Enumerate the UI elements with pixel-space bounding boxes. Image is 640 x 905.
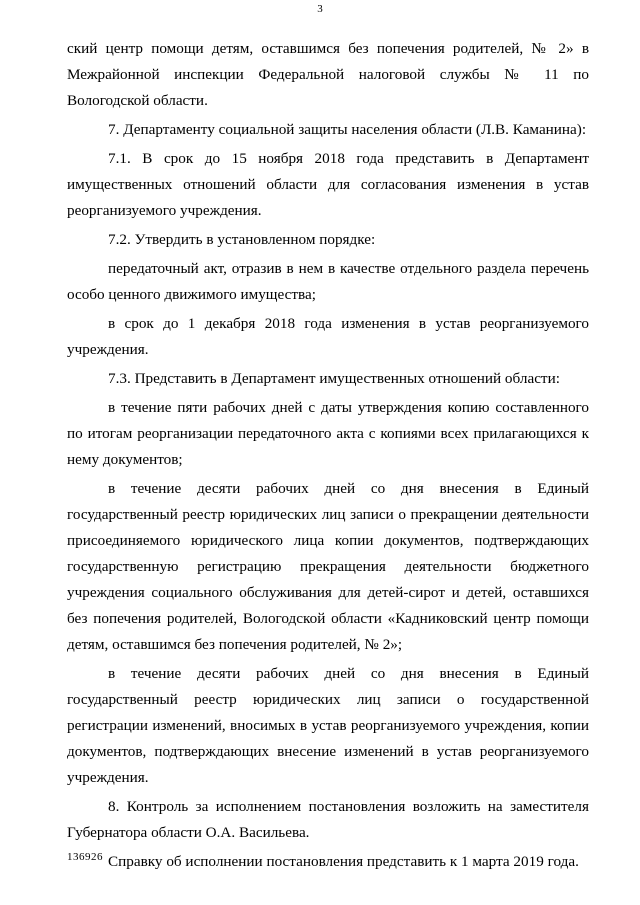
paragraph-transfer-act: передаточный акт, отразив в нем в качестве отдельного раздела перечень особо ценного движимого имущества; bbox=[67, 260, 589, 303]
paragraph-five-days: в течение пяти рабочих дней с даты утверждения копию составленного по итогам реорганизации передаточного акта с копиями всех прилагающихся к нему документов; bbox=[67, 399, 589, 468]
paragraph-item-8: 8. Контроль за исполнением постановления возложить на заместителя Губернатора области О.А. Васильева. bbox=[67, 798, 589, 841]
paragraph-report: Справку об исполнении постановления представить к 1 марта 2019 года. bbox=[108, 853, 579, 870]
paragraph-item-7: 7. Департаменту социальной защиты населения области (Л.В. Каманина): bbox=[108, 121, 587, 138]
page-number: 3 bbox=[317, 3, 323, 15]
paragraph-ten-days-registration: в течение десяти рабочих дней со дня внесения в Единый государственный реестр юридических лиц записи о государственной регистрации изменений, вносимых в устав реорганизуемого учреждения, копии документов, подтверждающих внесение изменений в устав реорганизуемого учреждения. bbox=[67, 665, 589, 786]
paragraph-item-7-2: 7.2. Утвердить в установленном порядке: bbox=[108, 231, 376, 248]
paragraph-item-7-1: 7.1. В срок до 15 ноября 2018 года представить в Департамент имущественных отношений области для согласования изменения в устав реорганизуемого учреждения. bbox=[67, 150, 589, 219]
paragraph-ten-days-termination: в течение десяти рабочих дней со дня внесения в Единый государственный реестр юридических лиц записи о прекращении деятельности присоединяемого юридического лица копии документов, подтверждающих государственную регистрацию прекращения деятельности бюджетного учреждения социального обслуживания для детей-сирот и детей, оставшихся без попечения родителей, Вологодской области «Кадниковский центр помощи детям, оставшимся без попечения родителей, № 2»; bbox=[67, 480, 589, 653]
paragraph-charter-deadline: в срок до 1 декабря 2018 года изменения в устав реорганизуемого учреждения. bbox=[67, 315, 589, 358]
paragraph-continuation: ский центр помощи детям, оставшимся без попечения родителей, № 2» в Межрайонной инспекции Федеральной налоговой службы № 11 по Вологодской области. bbox=[67, 40, 589, 109]
document-body bbox=[67, 36, 589, 878]
footer-code: 136926 bbox=[67, 851, 103, 863]
paragraph-item-7-3: 7.3. Представить в Департамент имущественных отношений области: bbox=[108, 370, 560, 387]
